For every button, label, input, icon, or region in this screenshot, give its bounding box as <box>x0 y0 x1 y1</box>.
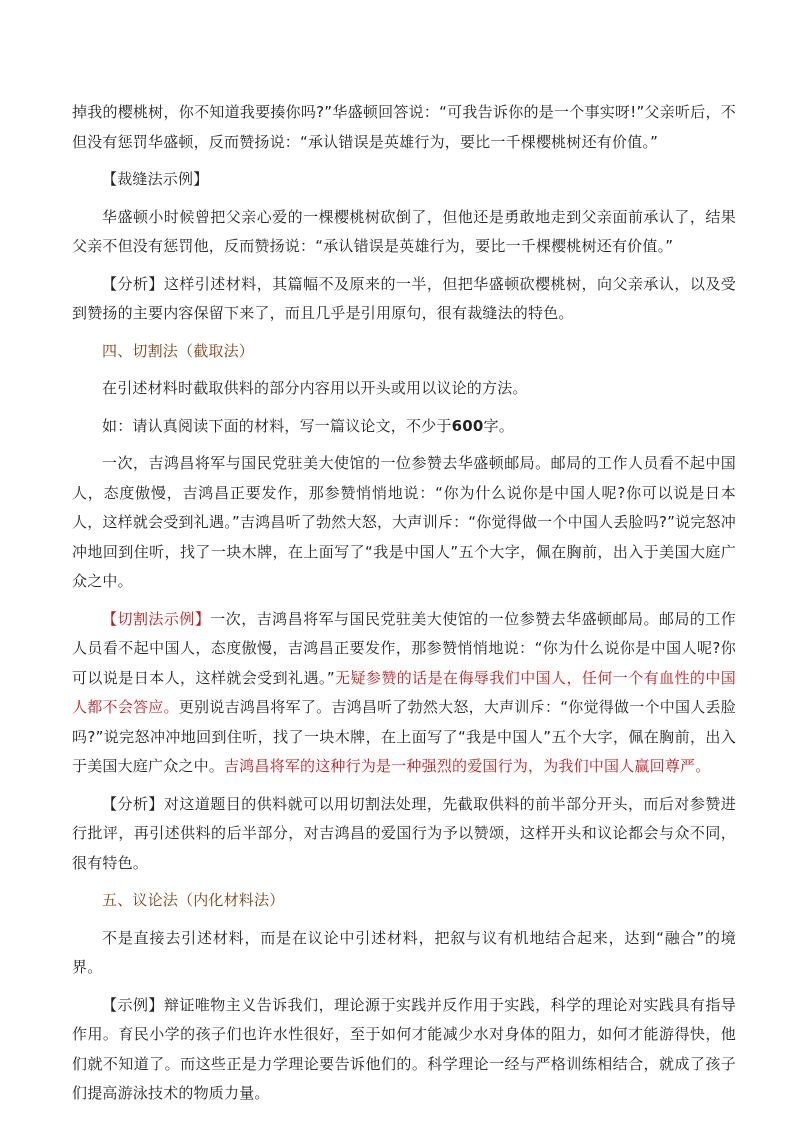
cutting-example-label: 【切割法示例】 <box>102 609 211 628</box>
paragraph-analysis-1: 【分析】这样引述材料，其篇幅不及原来的一半，但把华盛顿砍樱桃树，向父亲承认，以及受到赞扬的主要内容保留下来了，而且几乎是引用原句，很有裁缝法的特色。 <box>72 274 736 322</box>
paragraph-discussion-example: 【示例】辩证唯物主义告诉我们，理论源于实践并反作用于实践，科学的理论对实践具有指导作用。育民小学的孩子们也许水性很好，至于如何才能减少水对身体的阻力，如何才能游得快，他们就不知道了。而这些正是力学理论要告诉他们的。科学理论一经与严格训练相结合，就成了孩子们提高游泳技术的物质力量。 <box>72 995 736 1102</box>
cutting-example-part-b: 更别说吉鸿昌将军了。吉鸿昌听了勃然大怒，大声训斥：“你觉得做一个中国人丢脸吗?”说完怒冲冲地回到住听，找了一块木牌，在上面写了“我是中国人”五个大字，佩在胸前，出入于美国大庭广众之中。 <box>72 698 736 775</box>
paragraph-prompt <box>72 412 736 442</box>
tailoring-example-label: 【裁缝法示例】 <box>102 170 209 188</box>
paragraph-cutting-definition: 在引述材料时截取供料的部分内容用以开头或用以议论的方法。 <box>102 379 528 397</box>
paragraph-tailoring-example: 华盛顿小时候曾把父亲心爱的一棵樱桃树砍倒了，但他还是勇敢地走到父亲面前承认了，结果父亲不但没有惩罚他，反而赞扬说：“承认错误是英雄行为，要比一千棵樱桃树还有价值。” <box>72 207 736 255</box>
cutting-example-part-a: 一次，吉鸿昌将军与国民党驻美大使馆的一位参赞去华盛顿邮局。邮局的工作人员看不起中国人，态度傲慢，吉鸿昌正要发作，那参赞悄悄地说：“你为什么说你是中国人呢?你可以说是日本人，这样就会受到礼遇。” <box>72 609 736 687</box>
paragraph-analysis-2: 【分析】对这道题目的供料就可以用切割法处理，先截取供料的前半部分开头，而后对参赞进行批评，再引述供料的后半部分，对吉鸿昌的爱国行为予以赞颂，这样开头和议论都会与众不同，很有特色。 <box>72 794 736 872</box>
paragraph-story-ending: 掉我的樱桃树，你不知道我要揍你吗?”华盛顿回答说：“可我告诉你的是一个事实呀!”父亲听后，不但没有惩罚华盛顿，反而赞扬说：“承认错误是英雄行为，要比一千棵樱桃树还有价值。” <box>72 103 736 151</box>
paragraph-source-material: 一次，吉鸿昌将军与国民党驻美大使馆的一位参赞去华盛顿邮局。邮局的工作人员看不起中国人，态度傲慢，吉鸿昌正要发作，那参赞悄悄地说：“你为什么说你是中国人呢?你可以说是日本人，这样就会受到礼遇。”吉鸿昌听了勃然大怒，大声训斥：“你觉得做一个中国人丢脸吗?”说完怒冲冲地回到住听，找了一块木牌，在上面写了“我是中国人”五个大字，佩在胸前，出入于美国大庭广众之中。 <box>72 454 736 590</box>
paragraph-discussion-definition: 不是直接去引述材料，而是在议论中引述材料，把叙与议有机地结合起来，达到“融合”的境界。 <box>72 928 736 976</box>
prompt-text: 如：请认真阅读下面的材料，写一篇议论文，不少于 <box>102 416 452 435</box>
paragraph-cutting-example <box>72 605 736 782</box>
cutting-example-comment-2: 吉鸿昌将军的这种行为是一种强烈的爱国行为，为我们中国人赢回尊严。 <box>224 757 711 775</box>
word-count: 600 <box>451 416 484 435</box>
cutting-example-comment-1: 无疑参赞的话是在侮辱我们中国人，任何一个有血性的中国人都不会答应。 <box>72 668 736 716</box>
section-heading-4: 四、切割法（截取法） <box>102 341 255 360</box>
section-heading-5: 五、议论法（内化材料法） <box>102 891 285 909</box>
prompt-suffix: 字。 <box>483 416 514 435</box>
document-body <box>72 98 736 1117</box>
